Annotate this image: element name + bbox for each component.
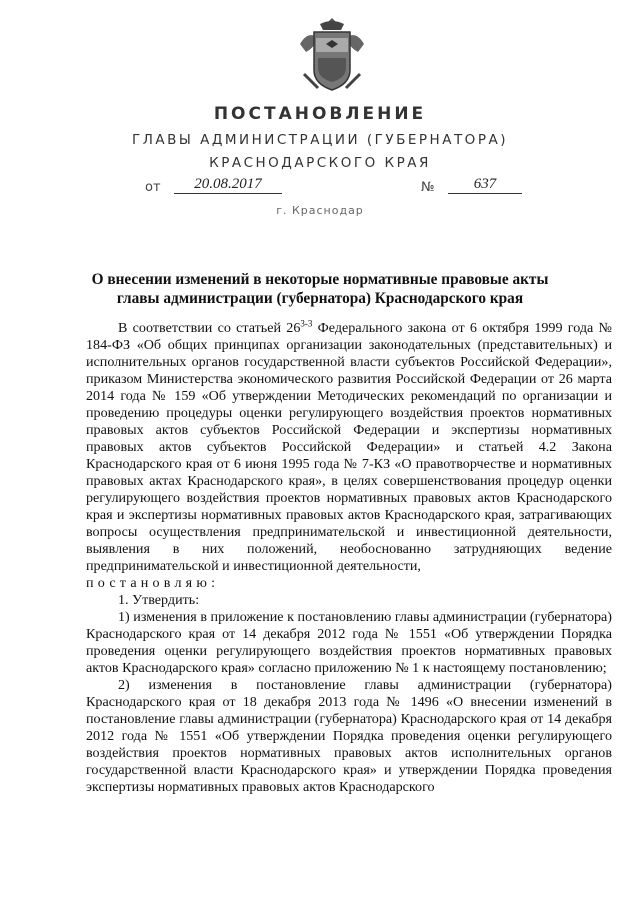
preamble-text: В соответствии со статьей 26 [118,320,301,336]
preamble-text: Федерального закона от 6 октября 1999 года № 184-ФЗ «Об общих принципах организации законодательных (представительных) и исполнительных органов государственной власти субъектов Российской Федерации», приказом Министерства экономического развития Российской Федерации от 26 марта 2014 года № 159 «Об утверждении Методических рекомендаций по организации и проведению процедуры оценки регулирующего воздействия проектов нормативных правовых актов субъектов Российской Федерации и экспертизы нормативных правовых актов субъектов Российской Федерации» и статьей 4.2 Закона Краснодарского края от 6 июня 1995 года № 7-КЗ «О правотворчестве и нормативных правовых актах Краснодарского края», в целях совершенствования процедур оценки регулирующего воздействия проектов нормативных правовых актов Краснодарского края и экспертизы нормативных правовых актов Краснодарского края, затрагивающих вопросы осуществления предпринимательской и инвестиционной деятельности, выявления в них положений, необоснованно затрудняющих ведение предпринимательской и инвестиционной деятельности, [86,320,613,574]
coat-of-arms-icon [296,14,368,96]
number-label: № [421,180,435,195]
date-label: от [145,180,161,195]
region-heading: КРАСНОДАРСКОГО КРАЯ [209,155,431,171]
document-body [86,320,612,796]
item-1-2: 2) изменения в постановление главы администрации (губернатора) Краснодарского края от 18 декабря 2013 года № 1496 «О внесении изменений в постановление главы администрации (губернатора) Краснодарского края от 14 декабря 2012 года № 1551 «Об утверждении Порядка проведения оценки регулирующего воздействия проектов нормативных правовых актов исполнительных органов государственной власти Краснодарского края» и утверждении Порядка проведения экспертизы нормативных правовых актов Краснодарского [86,677,612,795]
city-label: г. Краснодар [276,204,364,217]
issuer-heading: ГЛАВЫ АДМИНИСТРАЦИИ (ГУБЕРНАТОРА) [132,132,508,148]
doc-type-heading: ПОСТАНОВЛЕНИЕ [213,104,427,124]
title-line: главы администрации (губернатора) Краснодарского края [116,290,524,307]
document-date: 20.08.2017 [174,176,282,194]
title-line: О внесении изменений в некоторые нормативные правовые акты [91,271,549,288]
resolve-word: постановляю: [86,575,220,591]
article-superscript: 3-3 [300,318,313,329]
preamble-paragraph [86,320,612,575]
item-1-1: 1) изменения в приложение к постановлению главы администрации (губернатора) Краснодарского края от 14 декабря 2012 года № 1551 «Об утверждении Порядка проведения оценки регулирующего воздействия проектов нормативных правовых актов Краснодарского края» согласно приложению № 1 к настоящему постановлению; [86,609,612,676]
document-title [80,270,560,308]
document-number: 637 [448,176,522,194]
item-1: 1. Утвердить: [118,592,200,608]
